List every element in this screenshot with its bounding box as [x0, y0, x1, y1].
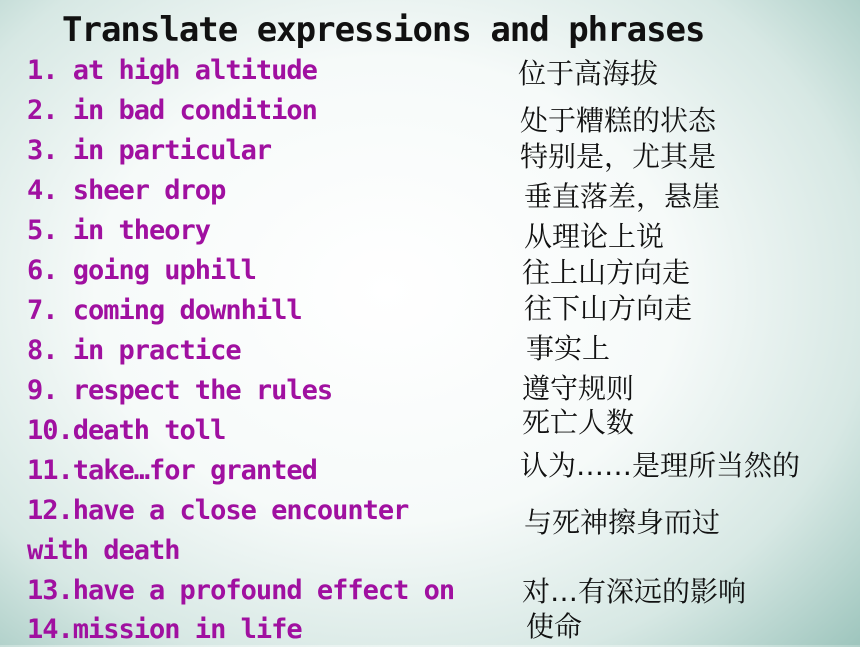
phrase-zh-14: 使命 — [526, 610, 583, 643]
phrase-en-10: 10.death toll — [27, 415, 226, 446]
phrase-zh-7: 往下山方向走 — [524, 292, 693, 325]
phrase-en-14: 14.mission in life — [27, 614, 302, 645]
phrase-en-2: 2. in bad condition — [27, 95, 317, 126]
phrase-zh-6: 往上山方向走 — [522, 256, 691, 289]
phrase-en-12-cont: with death — [27, 535, 180, 566]
phrase-en-4: 4. sheer drop — [27, 175, 226, 206]
phrase-en-13: 13.have a profound effect on — [27, 575, 455, 606]
phrase-zh-13: 对…有深远的影响 — [522, 575, 747, 608]
slide-title: Translate expressions and phrases — [62, 10, 705, 50]
phrase-en-5: 5. in theory — [27, 215, 211, 246]
phrase-en-3: 3. in particular — [27, 135, 272, 166]
phrase-en-8: 8. in practice — [27, 335, 241, 366]
phrase-en-12: 12.have a close encounter — [27, 495, 409, 526]
phrase-zh-1: 位于高海拔 — [518, 57, 659, 90]
phrase-zh-10: 死亡人数 — [522, 406, 635, 439]
phrase-zh-9: 遵守规则 — [522, 372, 635, 405]
phrase-zh-11: 认为……是理所当然的 — [520, 449, 801, 482]
phrase-zh-12: 与死神擦身而过 — [524, 506, 721, 539]
phrase-zh-3: 特别是，尤其是 — [520, 140, 717, 173]
phrase-en-11: 11.take…for granted — [27, 455, 317, 486]
phrase-en-7: 7. coming downhill — [27, 295, 302, 326]
phrase-zh-4: 垂直落差，悬崖 — [524, 180, 721, 213]
phrase-en-1: 1. at high altitude — [27, 55, 317, 86]
phrase-zh-2: 处于糟糕的状态 — [520, 104, 717, 137]
phrase-en-6: 6. going uphill — [27, 255, 256, 286]
phrase-en-9: 9. respect the rules — [27, 375, 333, 406]
phrase-zh-8: 事实上 — [526, 332, 611, 365]
phrase-zh-5: 从理论上说 — [524, 220, 665, 253]
